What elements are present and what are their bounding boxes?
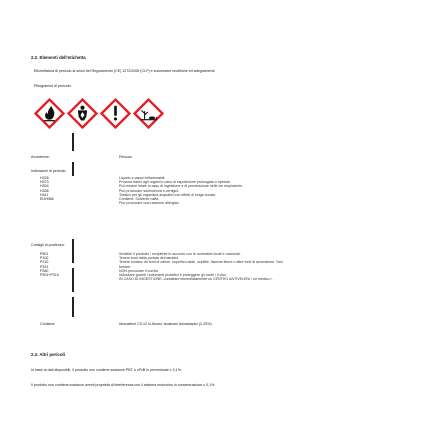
contains-text: Idrocarburi C9-12 N-Alcani, Isoalcani cicloalcanici (2-25%) — [119, 322, 212, 326]
precaution-text: Tenere fuori dalla portata dei bambini. — [119, 256, 180, 261]
hazard-code: EUH066 — [40, 197, 54, 202]
divider — [72, 162, 74, 176]
precaution-text: Smaltire il prodotto / recipiente in accordo con le normative locali e nazionali. — [119, 252, 241, 256]
precaution-text: Tenere lontano da fonti di calore, superfici calde, scintille, fiamme libere o altre fonti di accensione. Non — [119, 260, 283, 265]
precaution-code: P280 — [40, 268, 49, 273]
other-hazards-line: Il prodotto non contiene sostanze aventi proprietà di interferenza con il sistema endocrino in concentrazione ≥ 0,1%. — [31, 383, 216, 387]
health-hazard-icon — [67, 98, 98, 129]
contains-label: Contiene: — [40, 322, 56, 326]
flame-icon — [34, 98, 65, 129]
precaution-codes — [40, 252, 59, 277]
precaution-code: P301+P310 — [40, 273, 59, 278]
signal-word-label: Avvertenze: — [31, 155, 50, 159]
divider — [72, 133, 74, 151]
divider — [72, 239, 74, 263]
precaution-text: Indossare guanti / indumenti protettivi e proteggere gli occhi / il viso. — [119, 273, 228, 278]
divider — [72, 268, 74, 292]
section-title: 2.3. Altri pericoli — [31, 352, 65, 357]
hazard-code: H226 — [40, 176, 49, 180]
hazard-code: H373 — [40, 180, 49, 185]
precaution-code: P210 — [40, 260, 49, 265]
precaution-texts — [119, 252, 283, 281]
precaution-text: fumare. — [119, 264, 132, 269]
environment-icon — [133, 98, 164, 129]
hazard-text: Può essere letale in caso di ingestione e di penetrazione nelle vie respiratorie. — [119, 184, 244, 189]
hazard-statements-label: Indicazioni di pericolo: — [31, 169, 67, 173]
precaution-code: P331 — [40, 264, 49, 269]
hazard-code: H411 — [40, 192, 49, 197]
hazard-code: H304 — [40, 184, 49, 189]
other-hazards-line: In base ai dati disponibili, il prodotto non contiene sostanze PBT o vPvB in percentuale ≥ 0,1%. — [31, 368, 182, 372]
hazard-texts — [119, 176, 243, 205]
precaution-code: P102 — [40, 256, 49, 261]
hazard-code: H336 — [40, 188, 49, 193]
precaution-text: NON provocare il vomito. — [119, 268, 160, 273]
hazard-text: Tossico per gli organismi acquatici con effetti di lunga durata. — [119, 192, 216, 197]
hazard-text: Contiene: Solvente nafta — [119, 197, 159, 202]
hazard-codes — [40, 176, 54, 201]
hazard-text: Liquido e vapori infiammabili. — [119, 176, 166, 180]
precautionary-statements-label: Consigli di prudenza: — [31, 243, 65, 247]
hazard-text: Provoca danni agli organi in caso di esposizione prolungata o ripetuta. — [119, 180, 231, 185]
precaution-code: P501 — [40, 252, 49, 256]
signal-word: Pericolo — [119, 155, 132, 159]
divider — [72, 297, 74, 317]
section-title: 2.2. Elementi dell'etichetta — [31, 55, 86, 60]
pictograms-row — [34, 98, 164, 129]
precaution-text: IN CASO DI INGESTIONE: contattare immediatamente un CENTRO ANTIVELENI / un medico /. — [119, 277, 273, 282]
exclamation-mark-icon — [100, 98, 131, 129]
pictograms-label: Pittogrammi di pericolo: — [34, 84, 72, 88]
regulation-text: Etichettatura di pericolo ai sensi del Regolamento (CE) 1272/2008 (CLP) e successive modifiche ed adeguamenti. — [34, 69, 216, 73]
hazard-text: Può provocare sonnolenza o vertigini. — [119, 188, 180, 193]
hazard-text: Può provocare una reazione allergica. — [119, 201, 180, 206]
